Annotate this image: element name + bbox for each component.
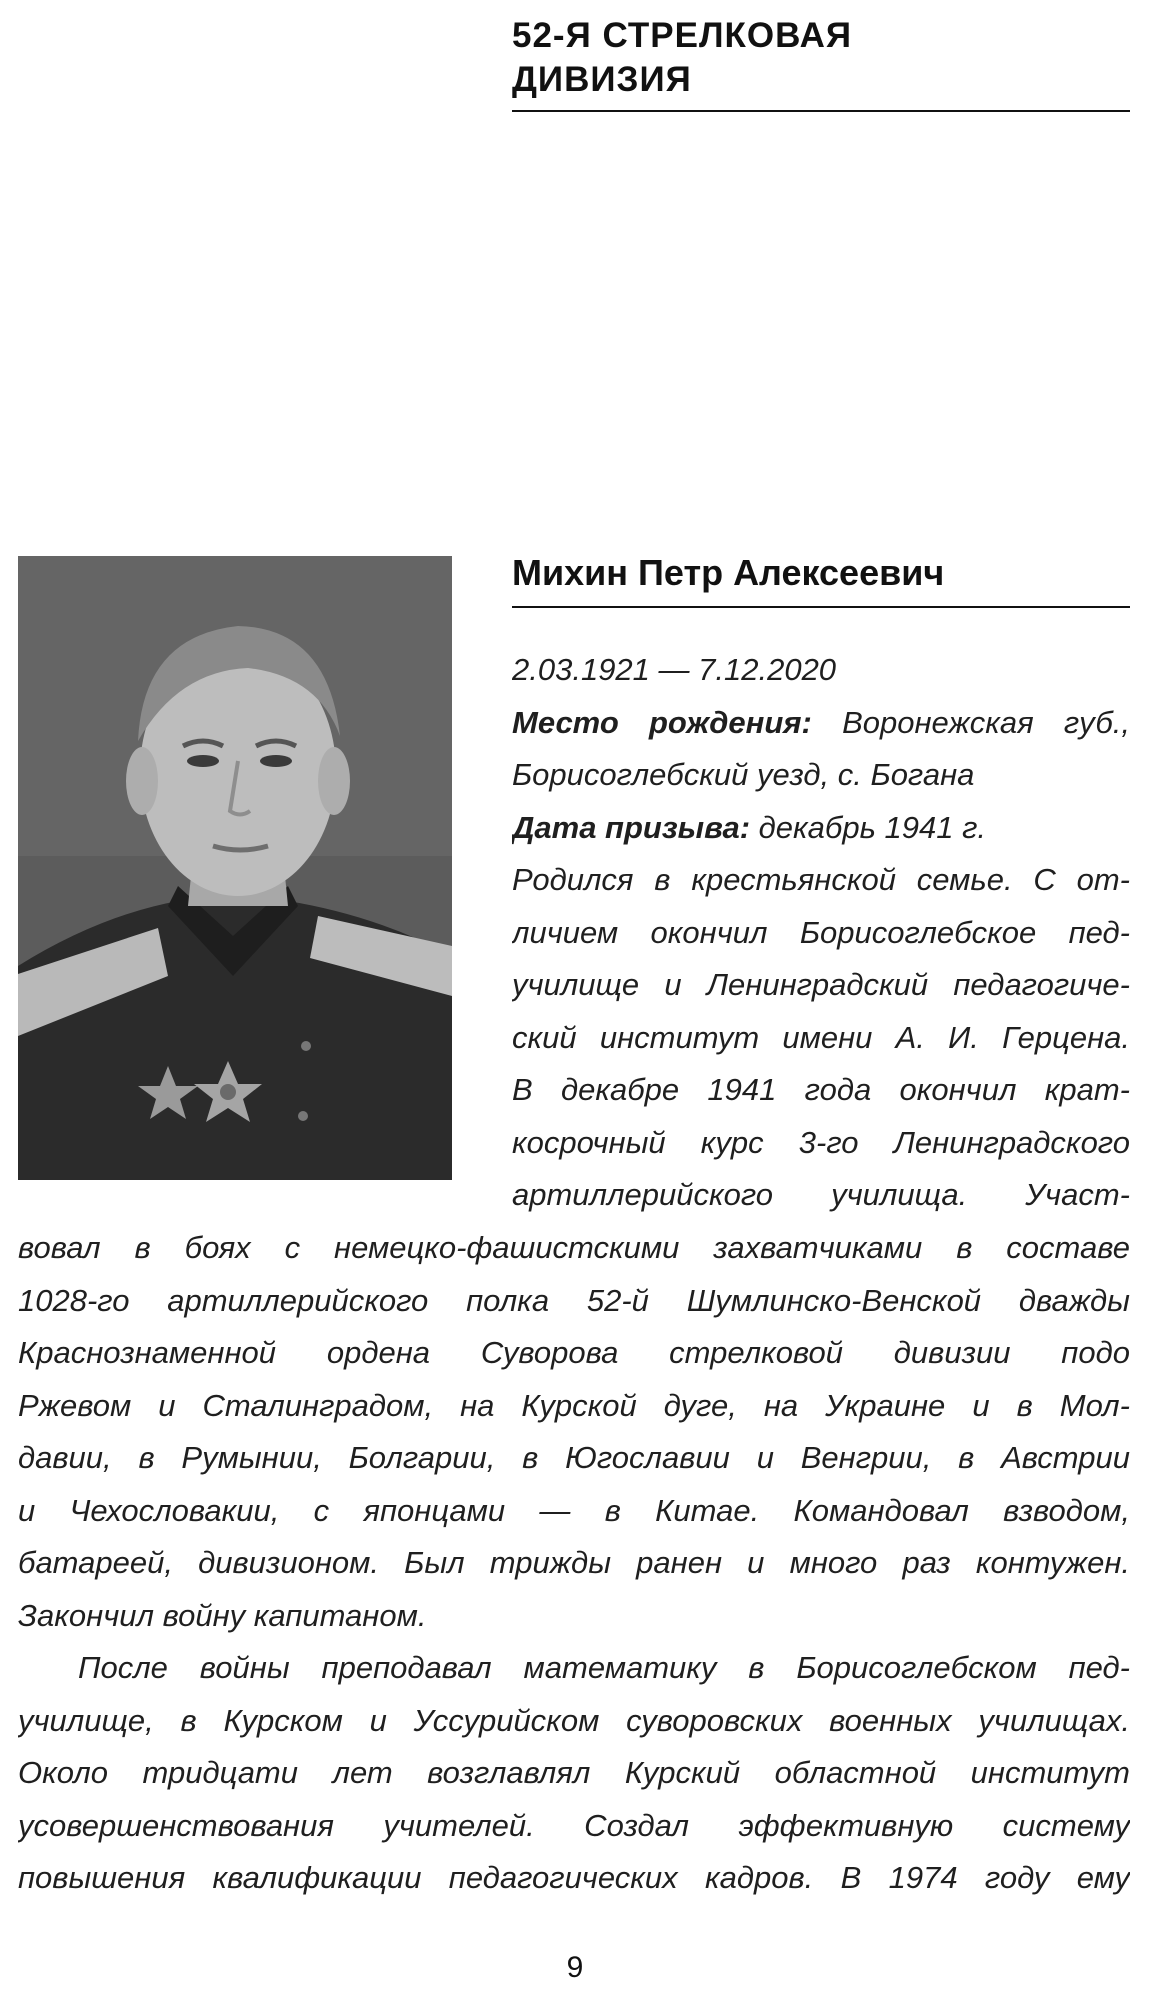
section-title-line-1: 52-Я СТРЕЛКОВАЯ — [512, 16, 853, 55]
draft-date-value: декабрь 1941 г. — [758, 809, 986, 845]
bio-line: Закончил войну капитаном. — [18, 1597, 427, 1633]
bio-line: давии, в Румынии, Болгарии, в Югославии и Венгрии, в Австрии — [18, 1440, 1130, 1475]
life-dates: 2.03.1921 — 7.12.2020 — [512, 652, 837, 687]
section-title-line-2: ДИВИЗИЯ — [512, 60, 692, 99]
portrait-photo — [18, 556, 452, 1180]
birthplace-value: Воронежская губ., — [842, 704, 1130, 740]
person-heading-block — [512, 548, 1130, 608]
bio-line: В декабре 1941 года окончил крат- — [512, 1072, 1130, 1107]
person-name: Михин Петр Алексеевич — [512, 552, 945, 593]
bio-line: усовершенствования учителей. Создал эффективную систему — [18, 1807, 1130, 1843]
bio-wide-column — [18, 1222, 1130, 1905]
section-title — [512, 14, 1130, 102]
bio-line: личием окончил Борисоглебское пед- — [512, 914, 1130, 950]
birthplace-line-2: Борисоглебский уезд, с. Богана — [512, 757, 975, 792]
draft-date-label: Дата призыва: — [512, 809, 751, 845]
section-header — [512, 14, 1130, 112]
bio-line: косрочный курс 3-го Ленинградского — [512, 1124, 1130, 1160]
bio-line: батареей, дивизионом. Был трижды ранен и много раз контужен. — [18, 1545, 1130, 1580]
birthplace-label: Место рождения: — [512, 704, 812, 740]
bio-line: училище, в Курском и Уссурийском суворовских военных училищах. — [18, 1702, 1130, 1738]
bio-line: После войны преподавал математику в Борисоглебском пед- — [78, 1650, 1130, 1685]
bio-line: 1028-го артиллерийского полка 52-й Шумлинско-Венской дважды — [18, 1282, 1130, 1318]
bio-line: Около тридцати лет возглавлял Курский областной институт — [18, 1755, 1130, 1790]
bio-line: повышения квалификации педагогических кадров. В 1974 году ему — [18, 1860, 1130, 1895]
bio-line: и Чехословакии, с японцами — в Китае. Командовал взводом, — [18, 1492, 1130, 1528]
bio-line: Родился в крестьянской семье. С от- — [512, 862, 1130, 897]
bio-narrow-column — [512, 644, 1130, 1222]
bio-line: Краснознаменной ордена Суворова стрелковой дивизии подо — [18, 1335, 1130, 1370]
bio-line: ский институт имени А. И. Герцена. — [512, 1019, 1130, 1055]
bio-line: училище и Ленинградский педагогиче- — [512, 967, 1130, 1002]
bio-line: вовал в боях с немецко-фашистскими захватчиками в составе — [18, 1230, 1130, 1265]
birthplace-line — [512, 697, 1130, 750]
section-divider — [512, 110, 1130, 112]
bio-line: артиллерийского училища. Участ- — [512, 1177, 1130, 1212]
page-number: 9 — [566, 1951, 584, 1984]
bio-line: Ржевом и Сталинградом, на Курской дуге, на Украине и в Мол- — [18, 1387, 1130, 1423]
name-divider — [512, 606, 1130, 608]
draft-date-line — [512, 802, 1130, 855]
